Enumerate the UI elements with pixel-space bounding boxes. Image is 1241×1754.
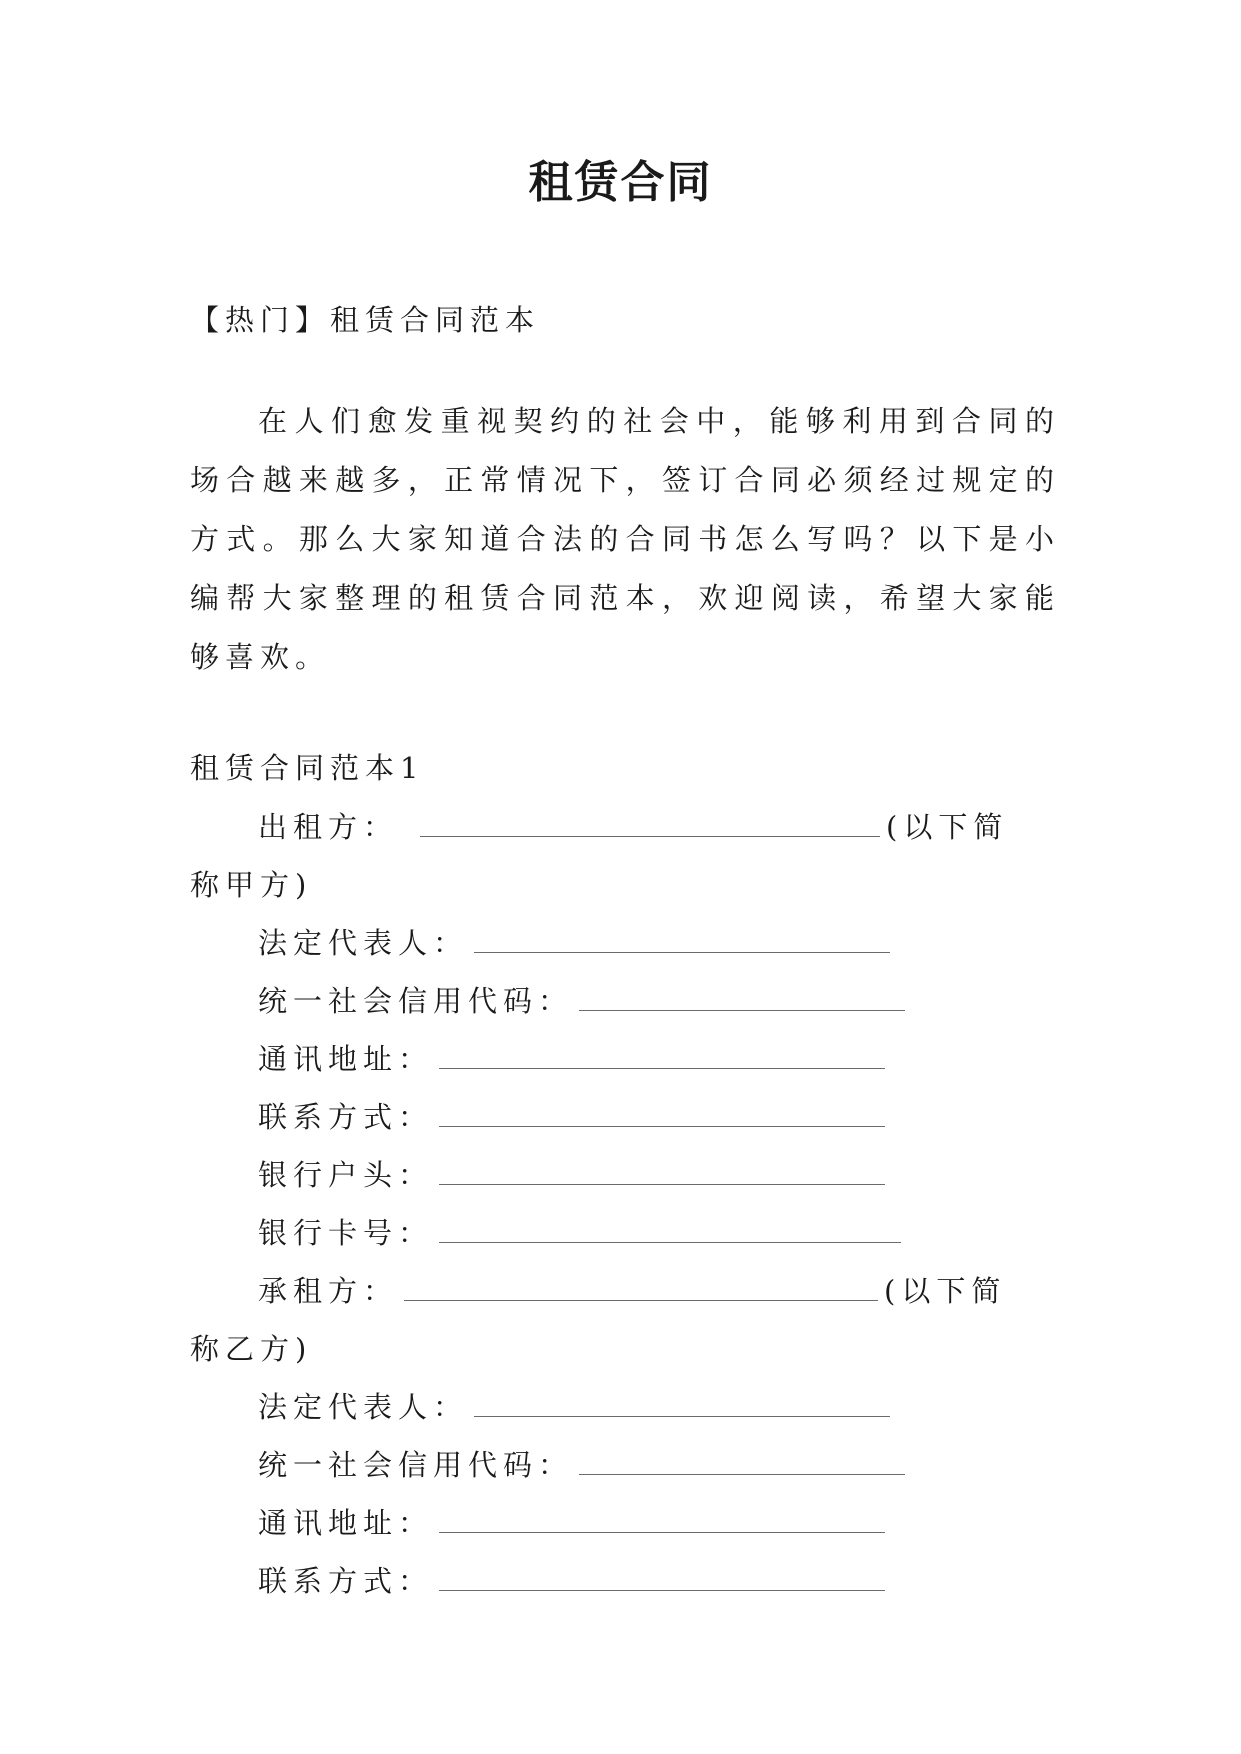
lessor-row bbox=[190, 798, 1060, 856]
lessor-field-blank[interactable] bbox=[439, 1042, 885, 1069]
lessor-field-row bbox=[190, 972, 1060, 1030]
lessor-field-label: 统一社会信用代码： bbox=[258, 984, 574, 1018]
sample-heading: 租赁合同范本1 bbox=[190, 751, 425, 785]
lessee-row bbox=[190, 1262, 1060, 1320]
lessor-field-blank[interactable] bbox=[439, 1216, 901, 1243]
lessor-field-blank[interactable] bbox=[579, 984, 905, 1011]
lessor-blank[interactable] bbox=[420, 810, 880, 837]
lessee-field-label: 通讯地址： bbox=[258, 1506, 434, 1540]
lessor-continuation: 称甲方) bbox=[190, 868, 313, 902]
lessee-field-label: 统一社会信用代码： bbox=[258, 1448, 574, 1482]
lessee-field-blank[interactable] bbox=[439, 1506, 885, 1533]
lessee-field-row bbox=[190, 1378, 1060, 1436]
lessee-field-row bbox=[190, 1552, 1060, 1610]
lessor-field-row bbox=[190, 1146, 1060, 1204]
lessee-field-blank[interactable] bbox=[579, 1448, 905, 1475]
document-title: 租赁合同 bbox=[528, 157, 713, 208]
lessee-blank[interactable] bbox=[404, 1274, 878, 1301]
lessee-suffix: (以下简 bbox=[884, 1274, 1007, 1308]
lessor-field-blank[interactable] bbox=[474, 926, 890, 953]
lessee-field-label: 法定代表人： bbox=[258, 1390, 469, 1424]
lessee-continuation: 称乙方) bbox=[190, 1332, 313, 1366]
lessee-field-row bbox=[190, 1436, 1060, 1494]
lessee-field-blank[interactable] bbox=[474, 1390, 890, 1417]
lessor-field-blank[interactable] bbox=[439, 1158, 885, 1185]
lessor-field-label: 通讯地址： bbox=[258, 1042, 434, 1076]
lessor-field-row bbox=[190, 1030, 1060, 1088]
lessor-field-label: 法定代表人： bbox=[258, 926, 469, 960]
lessee-field-row bbox=[190, 1494, 1060, 1552]
lessor-field-label: 银行户头： bbox=[258, 1158, 434, 1192]
lessor-field-row bbox=[190, 914, 1060, 972]
lessor-suffix: (以下简 bbox=[886, 810, 1009, 844]
lessor-field-blank[interactable] bbox=[439, 1100, 885, 1127]
intro-paragraph: 在人们愈发重视契约的社会中，能够利用到合同的场合越来越多，正常情况下，签订合同必须经过规定的方式。那么大家知道合法的合同书怎么写吗？以下是小编帮大家整理的租赁合同范本，欢迎阅读，希望大家能够喜欢。 bbox=[190, 404, 1060, 674]
document-subtitle: 【热门】租赁合同范本 bbox=[190, 303, 541, 337]
lessor-field-row bbox=[190, 1088, 1060, 1146]
lessee-label: 承租方： bbox=[258, 1274, 399, 1308]
lessor-label: 出租方： bbox=[258, 810, 399, 844]
document-body bbox=[190, 290, 1060, 1610]
lessee-field-blank[interactable] bbox=[439, 1564, 885, 1591]
lessor-field-row bbox=[190, 1204, 1060, 1262]
lessor-field-label: 联系方式： bbox=[258, 1100, 434, 1134]
lessee-field-label: 联系方式： bbox=[258, 1564, 434, 1598]
lessor-field-label: 银行卡号： bbox=[258, 1216, 434, 1250]
